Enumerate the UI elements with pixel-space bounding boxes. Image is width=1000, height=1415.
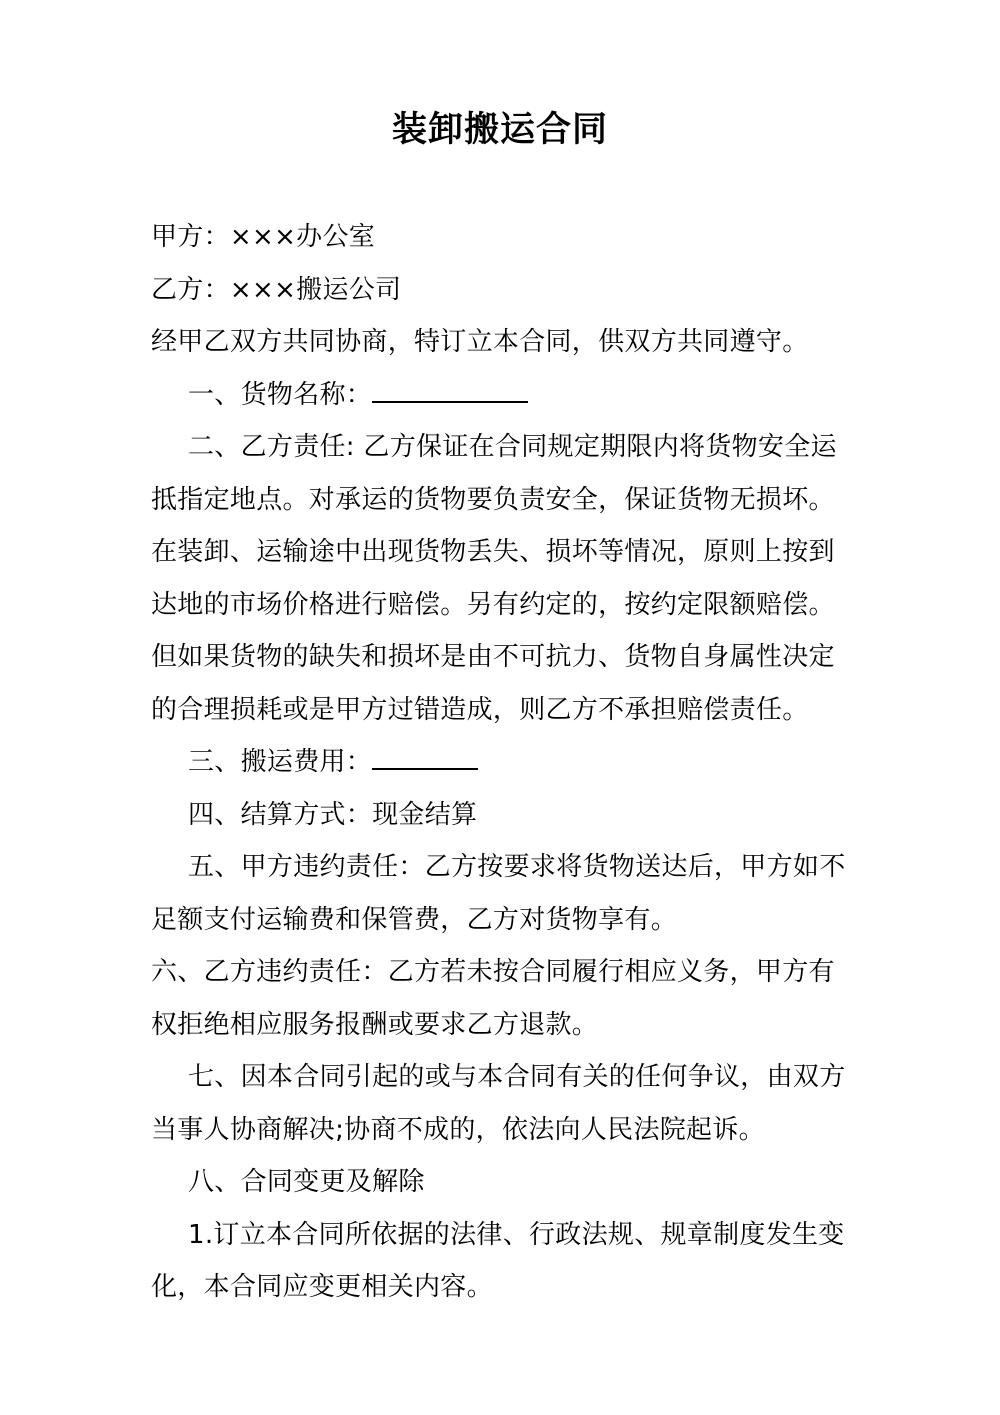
clause-2-text-5: 但如果货物的缺失和损坏是由不可抗力、货物自身属性决定	[151, 642, 835, 672]
fee-blank	[372, 746, 478, 770]
clause-3-line	[151, 736, 861, 789]
party-b-line	[151, 264, 861, 317]
clause-6-line-1	[151, 946, 861, 999]
goods-name-blank	[372, 379, 528, 403]
clause-5-text-1: 五、甲方违约责任：乙方按要求将货物送达后，甲方如不	[188, 852, 846, 882]
clause-7-text-2: 当事人协商解决;协商不成的，依法向人民法院起诉。	[151, 1114, 765, 1145]
clause-7-line-2	[151, 1104, 861, 1157]
party-a-line	[151, 211, 861, 264]
clause-8-1-line-2	[151, 1261, 861, 1314]
clause-4-text: 四、结算方式：现金结算	[188, 799, 478, 830]
document-title: 装卸搬运合同	[391, 110, 608, 150]
clause-8-1-text-2: 化，本合同应变更相关内容。	[151, 1272, 493, 1302]
clause-2-line-2	[151, 474, 861, 527]
clause-8-heading: 八、合同变更及解除	[188, 1167, 425, 1197]
document-body	[151, 211, 861, 1314]
preamble-text: 经甲乙双方共同协商，特订立本合同，供双方共同遵守。	[151, 327, 809, 357]
clause-2-line-3	[151, 526, 861, 579]
clause-3-label: 三、搬运费用：	[188, 747, 373, 777]
clause-2-line-4	[151, 579, 861, 632]
clause-8-heading-line	[151, 1156, 861, 1209]
clause-8-1-text-1: 1.订立本合同所依据的法律、行政法规、规章制度发生变	[188, 1219, 845, 1250]
clause-6-line-2	[151, 999, 861, 1052]
clause-8-1-line-1	[151, 1209, 861, 1262]
clause-1-label: 一、货物名称：	[188, 379, 373, 410]
clause-5-text-2: 足额支付运输费和保管费，乙方对货物享有。	[151, 904, 678, 935]
party-b-text: 乙方：×××搬运公司	[151, 274, 402, 305]
clause-7-text-1: 七、因本合同引起的或与本合同有关的任何争议，由双方	[188, 1062, 846, 1092]
clause-2-text-1: 二、乙方责任: 乙方保证在合同规定期限内将货物安全运	[188, 432, 837, 462]
clause-2-text-2: 抵指定地点。对承运的货物要负责安全，保证货物无损坏。	[151, 484, 835, 515]
clause-4-line	[151, 789, 861, 842]
clause-2-line-5	[151, 631, 861, 684]
clause-2-line-1	[151, 421, 861, 474]
clause-2-text-6: 的合理损耗或是甲方过错造成，则乙方不承担赔偿责任。	[151, 694, 809, 725]
clause-2-text-3: 在装卸、运输途中出现货物丢失、损坏等情况，原则上按到	[151, 537, 835, 567]
clause-2-line-6	[151, 684, 861, 737]
clause-5-line-2	[151, 894, 861, 947]
clause-7-line-1	[151, 1051, 861, 1104]
clause-6-text-1: 六、乙方违约责任：乙方若未按合同履行相应义务，甲方有	[151, 957, 835, 987]
party-a-text: 甲方：×××办公室	[151, 222, 376, 252]
clause-2-text-4: 达地的市场价格进行赔偿。另有约定的，按约定限额赔偿。	[151, 589, 835, 620]
clause-1-line	[151, 369, 861, 422]
clause-5-line-1	[151, 841, 861, 894]
clause-6-text-2: 权拒绝相应服务报酬或要求乙方退款。	[151, 1009, 599, 1040]
preamble-line	[151, 316, 861, 369]
